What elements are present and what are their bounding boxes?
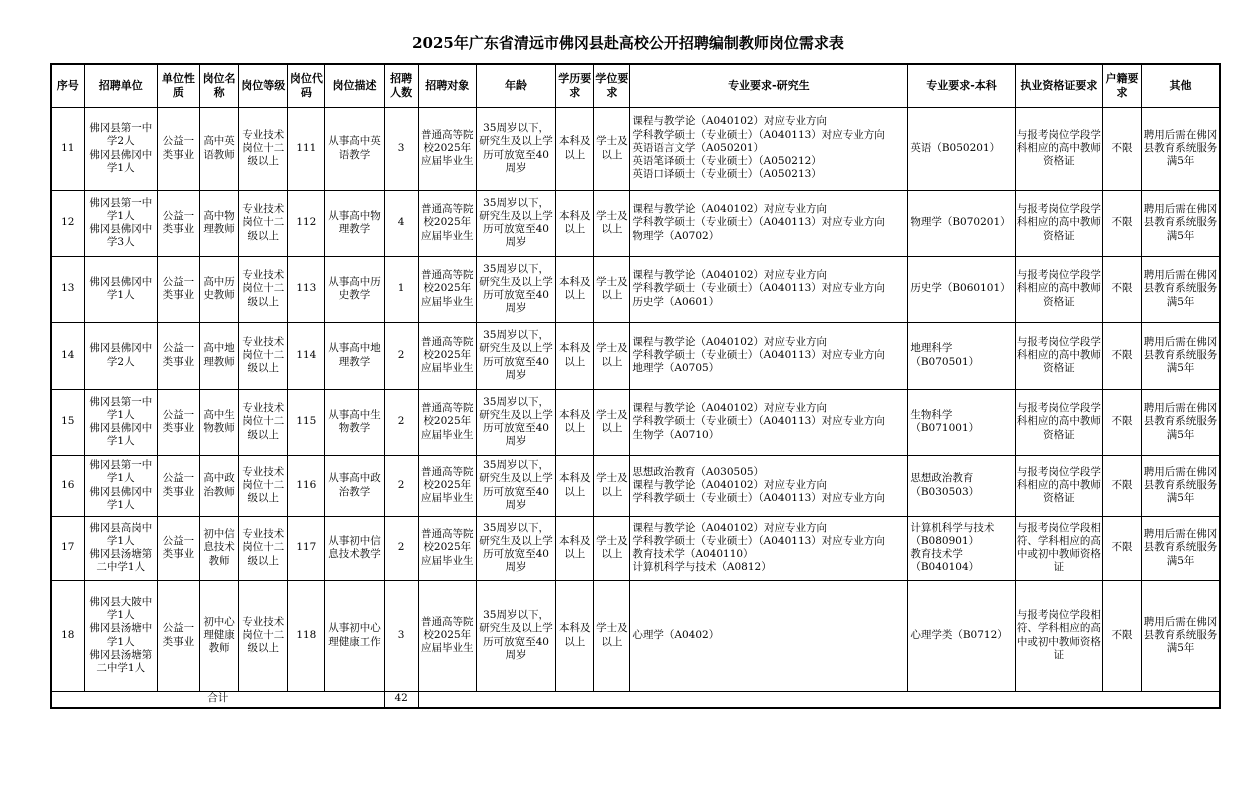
cell-line: 课程与教学论（A040102）对应专业方向: [632, 269, 828, 282]
table-row: [51, 190, 1220, 256]
cell-target: 普通高等院校2025年应届毕业生: [418, 107, 476, 190]
cell-age: 35周岁以下，研究生及以上学历可放宽至40周岁: [476, 107, 555, 190]
cell-edu: 本科及以上: [556, 580, 594, 691]
cell-line: 教育技术学（A040110）: [632, 548, 754, 560]
cell-line: 佛冈县高岗中学1人: [89, 521, 153, 547]
header-seq: 序号: [51, 64, 84, 107]
cell-other: 聘用后需在佛冈县教育系统服务满5年: [1142, 580, 1220, 691]
cell-nature: 公益一类事业: [157, 580, 199, 691]
cell-line: 佛冈县佛冈中学1人: [89, 275, 153, 301]
cell-post-level: 专业技术岗位十二级以上: [239, 190, 288, 256]
cell-line: 历史学（A0601）: [632, 295, 720, 308]
cell-nature: 公益一类事业: [157, 256, 199, 322]
cell-line: （B071001）: [910, 422, 980, 434]
header-post-level: 岗位等级: [239, 64, 288, 107]
cell-post-desc: 从事高中生物教学: [325, 389, 384, 455]
header-degree: 学位要求: [594, 64, 630, 107]
cell-degree: 学士及以上: [594, 107, 630, 190]
cell-post-code: 111: [288, 107, 325, 190]
cell-post-level: 专业技术岗位十二级以上: [239, 389, 288, 455]
cell-degree: 学士及以上: [594, 516, 630, 580]
cell-edu: 本科及以上: [556, 389, 594, 455]
table-row: [51, 389, 1220, 455]
cell-count: 2: [384, 455, 418, 516]
cell-post-name: 高中生物教师: [200, 389, 239, 455]
cell-degree: 学士及以上: [594, 256, 630, 322]
cell-post-desc: 从事高中英语教学: [325, 107, 384, 190]
cell-seq: 15: [51, 389, 84, 455]
cell-line: 心理学类（B0712）: [910, 628, 1008, 641]
header-edu: 学历要求: [556, 64, 594, 107]
cell-other: 聘用后需在佛冈县教育系统服务满5年: [1142, 107, 1220, 190]
cell-seq: 13: [51, 256, 84, 322]
cell-seq: 11: [51, 107, 84, 190]
header-row: [51, 64, 1220, 107]
cell-major-grad: [630, 256, 908, 322]
cell-post-desc: 从事初中心理健康工作: [325, 580, 384, 691]
cell-seq: 17: [51, 516, 84, 580]
cell-hukou: 不限: [1102, 322, 1141, 389]
cell-unit: [84, 256, 157, 322]
cell-age: 35周岁以下，研究生及以上学历可放宽至40周岁: [476, 256, 555, 322]
header-post-desc: 岗位描述: [325, 64, 384, 107]
cell-hukou: 不限: [1102, 190, 1141, 256]
cell-line: 佛冈县第一中学1人: [89, 459, 153, 485]
cell-count: 2: [384, 516, 418, 580]
cell-major-ug: [908, 455, 1015, 516]
cell-other: 聘用后需在佛冈县教育系统服务满5年: [1142, 389, 1220, 455]
cell-line: 佛冈县佛冈中学1人: [89, 148, 153, 174]
cell-line: 学科教学硕士（专业硕士）（A040113）对应专业方向: [632, 492, 885, 505]
cell-post-code: 114: [288, 322, 325, 389]
cell-unit: [84, 322, 157, 389]
cell-edu: 本科及以上: [556, 190, 594, 256]
cell-unit: [84, 190, 157, 256]
cell-major-grad: [630, 107, 908, 190]
cell-target: 普通高等院校2025年应届毕业生: [418, 389, 476, 455]
cell-post-name: 高中历史教师: [200, 256, 239, 322]
table-row: [51, 455, 1220, 516]
cell-major-grad: [630, 455, 908, 516]
cell-major-ug: [908, 389, 1015, 455]
recruitment-table: [50, 63, 1221, 709]
cell-degree: 学士及以上: [594, 389, 630, 455]
cell-unit: [84, 389, 157, 455]
cell-line: 教育技术学: [910, 548, 963, 560]
table-body: [51, 107, 1220, 691]
cell-seq: 18: [51, 580, 84, 691]
cell-other: 聘用后需在佛冈县教育系统服务满5年: [1142, 322, 1220, 389]
cell-age: 35周岁以下，研究生及以上学历可放宽至40周岁: [476, 389, 555, 455]
cell-post-level: 专业技术岗位十二级以上: [239, 580, 288, 691]
cell-post-code: 116: [288, 455, 325, 516]
cell-line: 佛冈县佛冈中学2人: [89, 342, 153, 368]
cell-line: 计算机科学与技术: [910, 521, 995, 534]
cell-post-level: 专业技术岗位十二级以上: [239, 516, 288, 580]
cell-degree: 学士及以上: [594, 455, 630, 516]
cell-line: （B040104）: [910, 561, 980, 574]
cell-line: 学科教学硕士（专业硕士）（A040113）对应专业方向: [632, 415, 885, 428]
header-target: 招聘对象: [418, 64, 476, 107]
cell-other: 聘用后需在佛冈县教育系统服务满5年: [1142, 455, 1220, 516]
cell-post-level: 专业技术岗位十二级以上: [239, 322, 288, 389]
cell-line: 学科教学硕士（专业硕士）（A040113）对应专业方向: [632, 216, 885, 229]
header-cert: 执业资格证要求: [1015, 64, 1102, 107]
cell-line: 课程与教学论（A040102）对应专业方向: [632, 335, 828, 348]
cell-nature: 公益一类事业: [157, 516, 199, 580]
cell-post-name: 初中信息技术教师: [200, 516, 239, 580]
table-row: [51, 256, 1220, 322]
cell-major-grad: [630, 580, 908, 691]
header-hukou: 户籍要求: [1102, 64, 1141, 107]
cell-target: 普通高等院校2025年应届毕业生: [418, 516, 476, 580]
total-row: [51, 691, 1220, 708]
cell-post-name: 高中地理教师: [200, 322, 239, 389]
cell-cert: 与报考岗位学段学科相应的高中教师资格证: [1015, 455, 1102, 516]
cell-line: （B030503）: [910, 485, 980, 498]
header-post-name: 岗位名称: [200, 64, 239, 107]
cell-line: 佛冈县第一中学1人: [89, 196, 153, 222]
cell-hukou: 不限: [1102, 107, 1141, 190]
cell-major-ug: [908, 322, 1015, 389]
cell-line: 佛冈县汤塘中学1人: [89, 622, 153, 648]
header-major-ug: 专业要求-本科: [908, 64, 1015, 107]
cell-major-grad: [630, 516, 908, 580]
cell-line: 课程与教学论（A040102）对应专业方向: [632, 521, 828, 534]
table-row: [51, 516, 1220, 580]
cell-line: 计算机科学与技术（A0812）: [632, 561, 772, 574]
cell-line: 心理学（A0402）: [632, 628, 720, 641]
cell-count: 4: [384, 190, 418, 256]
table-row: [51, 322, 1220, 389]
cell-line: 历史学（B060101）: [910, 282, 1011, 295]
cell-cert: 与报考岗位学段学科相应的高中教师资格证: [1015, 322, 1102, 389]
cell-seq: 12: [51, 190, 84, 256]
cell-line: 英语口译硕士（专业硕士）（A050213）: [632, 168, 822, 181]
cell-major-ug: [908, 107, 1015, 190]
cell-cert: 与报考岗位学段相符、学科相应的高中或初中教师资格证: [1015, 580, 1102, 691]
cell-line: 思想政治教育: [910, 472, 974, 485]
cell-line: 佛冈县佛冈中学1人: [89, 422, 153, 448]
total-label: 合计: [51, 691, 384, 708]
cell-post-code: 113: [288, 256, 325, 322]
cell-hukou: 不限: [1102, 516, 1141, 580]
cell-major-grad: [630, 389, 908, 455]
header-age: 年龄: [476, 64, 555, 107]
cell-edu: 本科及以上: [556, 455, 594, 516]
cell-age: 35周岁以下，研究生及以上学历可放宽至40周岁: [476, 322, 555, 389]
cell-cert: 与报考岗位学段学科相应的高中教师资格证: [1015, 190, 1102, 256]
cell-line: 物理学（B070201）: [910, 216, 1011, 229]
cell-other: 聘用后需在佛冈县教育系统服务满5年: [1142, 256, 1220, 322]
cell-post-name: 初中心理健康教师: [200, 580, 239, 691]
cell-line: （B070501）: [910, 355, 980, 368]
cell-post-desc: 从事初中信息技术教学: [325, 516, 384, 580]
cell-count: 2: [384, 322, 418, 389]
cell-degree: 学士及以上: [594, 190, 630, 256]
cell-degree: 学士及以上: [594, 322, 630, 389]
cell-cert: 与报考岗位学段相符、学科相应的高中或初中教师资格证: [1015, 516, 1102, 580]
cell-nature: 公益一类事业: [157, 455, 199, 516]
cell-post-code: 118: [288, 580, 325, 691]
cell-edu: 本科及以上: [556, 256, 594, 322]
cell-line: 课程与教学论（A040102）对应专业方向: [632, 203, 828, 216]
cell-cert: 与报考岗位学段学科相应的高中教师资格证: [1015, 107, 1102, 190]
header-unit: 招聘单位: [84, 64, 157, 107]
cell-unit: [84, 580, 157, 691]
cell-post-code: 112: [288, 190, 325, 256]
cell-major-ug: [908, 190, 1015, 256]
cell-post-desc: 从事高中物理教学: [325, 190, 384, 256]
cell-line: 生物学（A0710）: [632, 428, 720, 441]
cell-line: 英语笔译硕士（专业硕士）（A050212）: [632, 155, 822, 168]
cell-nature: 公益一类事业: [157, 322, 199, 389]
cell-age: 35周岁以下，研究生及以上学历可放宽至40周岁: [476, 580, 555, 691]
cell-line: 地理科学: [910, 342, 953, 355]
cell-hukou: 不限: [1102, 256, 1141, 322]
cell-line: 佛冈县第一中学2人: [89, 122, 153, 148]
cell-line: 生物科学: [910, 408, 953, 421]
cell-nature: 公益一类事业: [157, 389, 199, 455]
cell-post-name: 高中政治教师: [200, 455, 239, 516]
cell-major-ug: [908, 256, 1015, 322]
cell-line: 思想政治教育（A030505）: [632, 465, 765, 478]
cell-line: 课程与教学论（A040102）对应专业方向: [632, 402, 828, 415]
cell-hukou: 不限: [1102, 580, 1141, 691]
page-title: 2025年广东省清远市佛冈县赴高校公开招聘编制教师岗位需求表: [412, 34, 844, 52]
cell-age: 35周岁以下，研究生及以上学历可放宽至40周岁: [476, 516, 555, 580]
cell-line: 佛冈县佛冈中学3人: [89, 223, 153, 249]
cell-post-desc: 从事高中政治教学: [325, 455, 384, 516]
total-empty: [418, 691, 1220, 708]
cell-post-level: 专业技术岗位十二级以上: [239, 256, 288, 322]
cell-other: 聘用后需在佛冈县教育系统服务满5年: [1142, 190, 1220, 256]
cell-age: 35周岁以下，研究生及以上学历可放宽至40周岁: [476, 190, 555, 256]
cell-line: 物理学（A0702）: [632, 229, 720, 242]
cell-target: 普通高等院校2025年应届毕业生: [418, 322, 476, 389]
cell-degree: 学士及以上: [594, 580, 630, 691]
cell-other: 聘用后需在佛冈县教育系统服务满5年: [1142, 516, 1220, 580]
cell-count: 3: [384, 107, 418, 190]
cell-line: 学科教学硕士（专业硕士）（A040113）对应专业方向: [632, 348, 885, 361]
cell-post-name: 高中物理教师: [200, 190, 239, 256]
cell-cert: 与报考岗位学段学科相应的高中教师资格证: [1015, 256, 1102, 322]
cell-nature: 公益一类事业: [157, 107, 199, 190]
cell-unit: [84, 107, 157, 190]
cell-major-grad: [630, 322, 908, 389]
header-count: 招聘人数: [384, 64, 418, 107]
cell-count: 3: [384, 580, 418, 691]
cell-target: 普通高等院校2025年应届毕业生: [418, 580, 476, 691]
cell-post-desc: 从事高中历史教学: [325, 256, 384, 322]
cell-hukou: 不限: [1102, 455, 1141, 516]
table-row: [51, 580, 1220, 691]
cell-age: 35周岁以下，研究生及以上学历可放宽至40周岁: [476, 455, 555, 516]
cell-line: 学科教学硕士（专业硕士）（A040113）对应专业方向: [632, 128, 885, 141]
cell-major-ug: [908, 516, 1015, 580]
cell-line: 学科教学硕士（专业硕士）（A040113）对应专业方向: [632, 282, 885, 295]
cell-count: 2: [384, 389, 418, 455]
cell-major-ug: [908, 580, 1015, 691]
cell-line: 地理学（A0705）: [632, 362, 720, 375]
cell-post-name: 高中英语教师: [200, 107, 239, 190]
cell-line: 课程与教学论（A040102）对应专业方向: [632, 115, 828, 128]
cell-post-code: 117: [288, 516, 325, 580]
cell-target: 普通高等院校2025年应届毕业生: [418, 256, 476, 322]
cell-post-level: 专业技术岗位十二级以上: [239, 455, 288, 516]
header-post-code: 岗位代码: [288, 64, 325, 107]
total-count: 42: [384, 691, 418, 708]
header-major-grad: 专业要求-研究生: [630, 64, 908, 107]
cell-target: 普通高等院校2025年应届毕业生: [418, 455, 476, 516]
cell-target: 普通高等院校2025年应届毕业生: [418, 190, 476, 256]
cell-count: 1: [384, 256, 418, 322]
table-row: [51, 107, 1220, 190]
cell-major-grad: [630, 190, 908, 256]
cell-line: 英语语言文学（A050201）: [632, 141, 765, 154]
cell-line: 英语（B050201）: [910, 141, 1001, 154]
cell-seq: 16: [51, 455, 84, 516]
cell-edu: 本科及以上: [556, 322, 594, 389]
cell-unit: [84, 516, 157, 580]
cell-edu: 本科及以上: [556, 107, 594, 190]
cell-post-level: 专业技术岗位十二级以上: [239, 107, 288, 190]
cell-post-desc: 从事高中地理教学: [325, 322, 384, 389]
header-nature: 单位性质: [157, 64, 199, 107]
cell-line: 佛冈县第一中学1人: [89, 395, 153, 421]
cell-cert: 与报考岗位学段学科相应的高中教师资格证: [1015, 389, 1102, 455]
cell-line: （B080901）: [910, 534, 980, 547]
cell-post-code: 115: [288, 389, 325, 455]
header-other: 其他: [1142, 64, 1220, 107]
cell-line: 课程与教学论（A040102）对应专业方向: [632, 478, 828, 491]
cell-line: 佛冈县汤塘第二中学1人: [89, 648, 153, 674]
cell-edu: 本科及以上: [556, 516, 594, 580]
cell-line: 佛冈县佛冈中学1人: [89, 485, 153, 511]
cell-nature: 公益一类事业: [157, 190, 199, 256]
cell-line: 佛冈县大陂中学1人: [89, 595, 153, 622]
cell-hukou: 不限: [1102, 389, 1141, 455]
cell-unit: [84, 455, 157, 516]
cell-line: 学科教学硕士（专业硕士）（A040113）对应专业方向: [632, 534, 885, 547]
cell-seq: 14: [51, 322, 84, 389]
cell-line: 佛冈县汤塘第二中学1人: [89, 548, 153, 574]
